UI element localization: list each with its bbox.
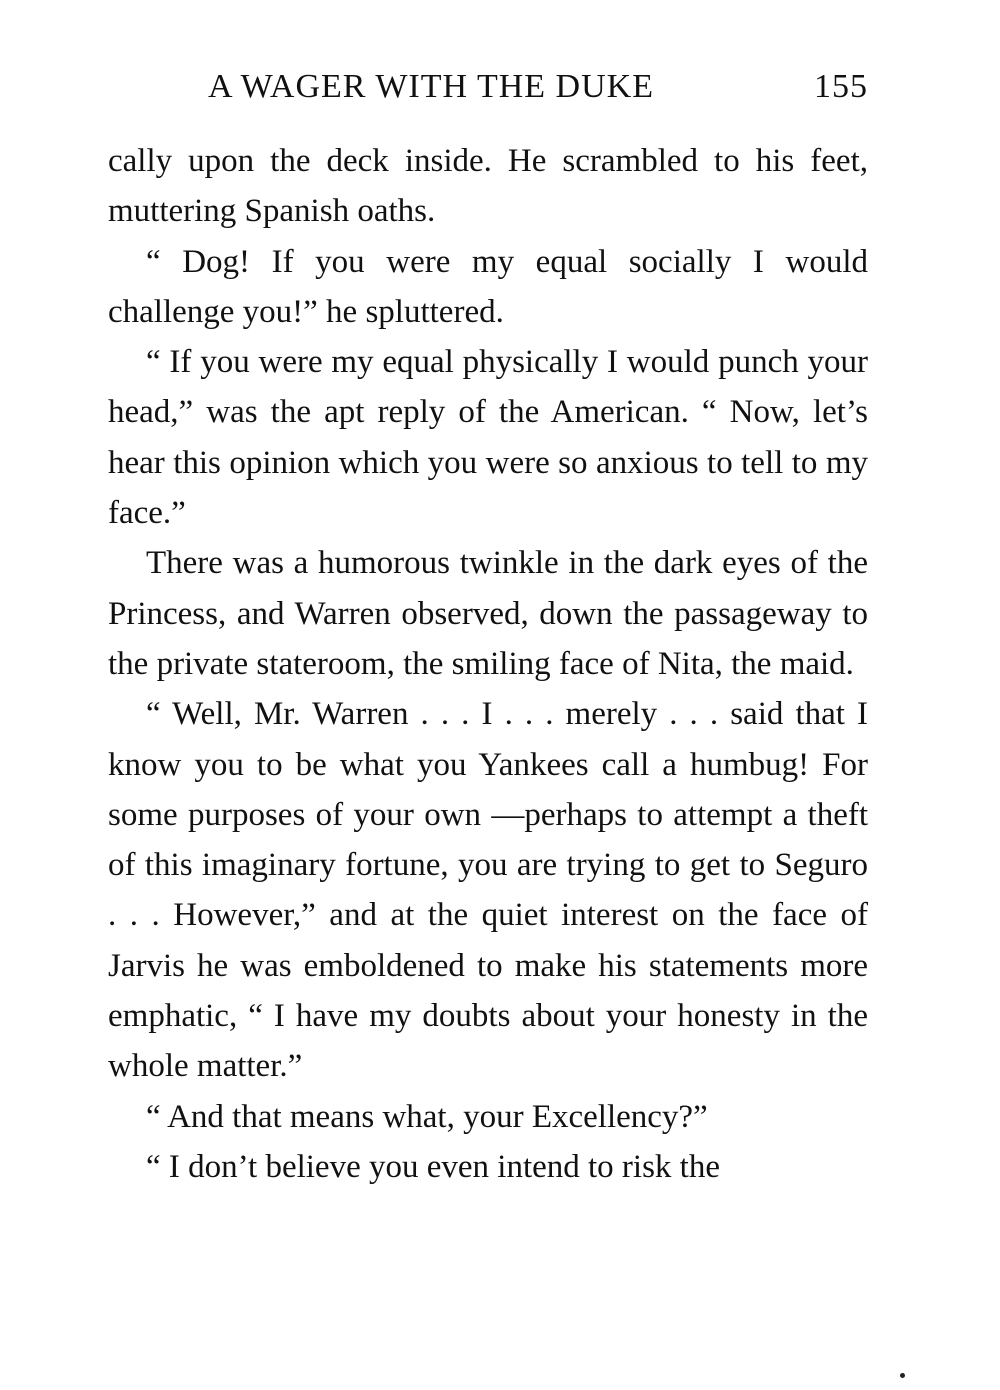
page-number: 155 — [814, 68, 868, 105]
paragraph: “ I don’t believe you even intend to risk the — [146, 1148, 720, 1185]
running-header — [108, 68, 868, 116]
body-text — [108, 136, 868, 1192]
paragraph: cally upon the deck inside. He scrambled to his feet, muttering Spanish oaths. — [108, 143, 868, 230]
paragraph: There was a humorous twinkle in the dark eyes of the Princess, and Warren observed, down the passageway to the private stateroom, the smiling face of Nita, the maid. — [108, 545, 868, 682]
paragraph: “ Dog! If you were my equal socially I would challenge you!” he spluttered. — [108, 243, 868, 330]
paragraph: “ Well, Mr. Warren . . . I . . . merely . . . said that I know you to be what you Yankees call a humbug! For some purposes of your own —perhaps to attempt a theft of this imaginary fortune, you are trying to get to Seguro . . . However,” and at the quiet interest on the face of Jarvis he was emboldened to make his statements more emphatic, “ I have my doubts about your honesty in the whole matter.” — [108, 696, 868, 1085]
paragraph: “ If you were my equal physically I would punch your head,” was the apt reply of the American. “ Now, let’s hear this opinion which you were so anxious to tell to my face.” — [108, 344, 868, 532]
paragraph: “ And that means what, your Excellency?” — [146, 1098, 708, 1135]
running-title: A WAGER WITH THE DUKE — [208, 68, 654, 105]
ink-speck — [900, 1373, 905, 1378]
